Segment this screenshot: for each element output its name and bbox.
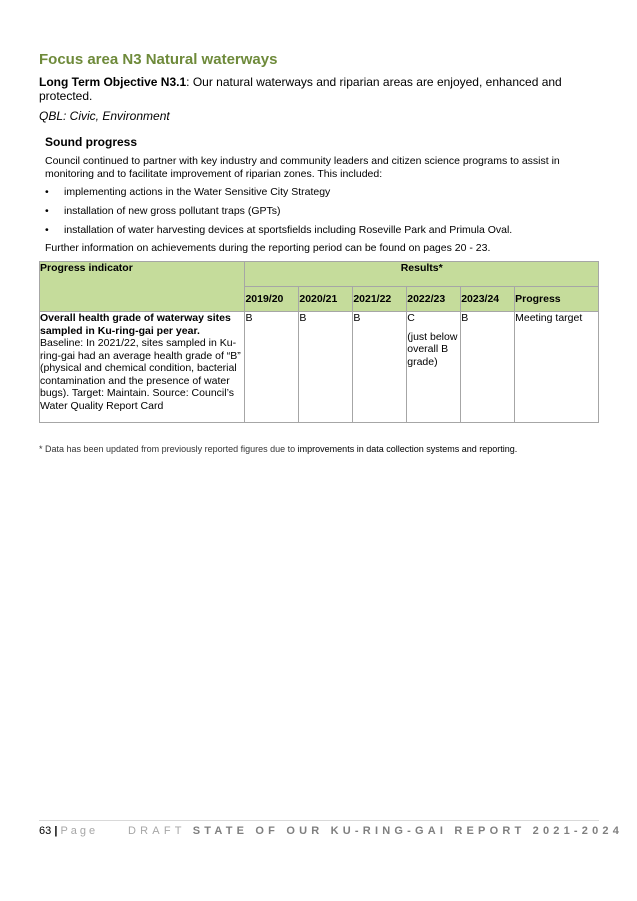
result-cell [353,312,407,423]
year-header: 2021/22 [353,287,407,312]
year-header: 2023/24 [461,287,515,312]
bullet-text: installation of new gross pollutant traps (GPTs) [64,205,281,217]
result-value: B [245,312,253,324]
objective-label: Long Term Objective N3.1 [39,75,187,89]
year-header: 2020/21 [299,287,353,312]
draft-label: DRAFT [128,825,186,837]
intro-paragraph: Council continued to partner with key industry and community leaders and citizen science programs to assist in monitoring and to facilitate improvement of riparian zones. This included: [45,155,560,180]
footnote-text-emphasis: improvements in data collection systems and reporting. [297,444,518,454]
year-header: 2019/20 [245,287,299,312]
progress-indicator-header: Progress indicator [40,262,245,312]
result-value: B [299,312,307,324]
bullet-marker: • [45,186,49,198]
result-value: B [353,312,361,324]
progress-table [39,261,599,423]
page-word: Page [60,825,99,837]
progress-status: Meeting target [515,312,583,324]
indicator-title: Overall health grade of waterway sites sampled in Ku-ring-gai per year [40,312,231,337]
result-note: (just below overall B grade) [407,330,458,368]
result-value: C [407,312,415,324]
objective-text: : Our natural waterways and riparian areas are enjoyed, enhanced and protected. [39,75,562,103]
qbl-line: QBL: Civic, Environment [39,109,170,123]
footer-divider [39,820,599,821]
year-header: 2022/23 [407,287,461,312]
progress-subheading: Sound progress [45,135,138,149]
result-cell [461,312,515,423]
focus-area-heading: Focus area N3 Natural waterways [39,51,278,68]
result-cell [299,312,353,423]
progress-cell [515,312,599,423]
progress-header: Progress [515,287,599,312]
further-info-text: Further information on achievements during the reporting period can be found on pages 20 - 23. [45,242,491,254]
footnote-text: * Data has been updated from previously reported figures due to [39,444,298,454]
bullet-marker: • [45,205,49,217]
indicator-title-end: . [196,324,200,337]
result-value: B [461,312,469,324]
result-cell [407,312,461,423]
table-row [40,312,599,423]
results-header: Results* [245,262,599,287]
bullet-text: installation of water harvesting devices at sportsfields including Roseville Park and Primula Oval. [64,224,513,236]
bullet-text: implementing actions in the Water Sensitive City Strategy [64,186,331,198]
report-title [128,825,623,837]
long-term-objective [39,75,584,103]
indicator-description: Baseline: In 2021/22, sites sampled in Ku-ring-gai had an average health grade of “B” (physical and chemical condition, bacterial contamination and the presence of water bugs). Target: Maintain. Source: Council’s Water Quality Report Card [40,337,241,412]
page-footer [39,825,624,837]
result-cell [245,312,299,423]
table-footnote [39,444,517,454]
indicator-cell [40,312,245,423]
report-title-text: STATE OF OUR KU-RING-GAI REPORT 2021-2024 [192,825,624,837]
bullet-marker: • [45,224,49,236]
footer-separator: | [54,825,58,837]
page-number: 63 [39,825,52,837]
